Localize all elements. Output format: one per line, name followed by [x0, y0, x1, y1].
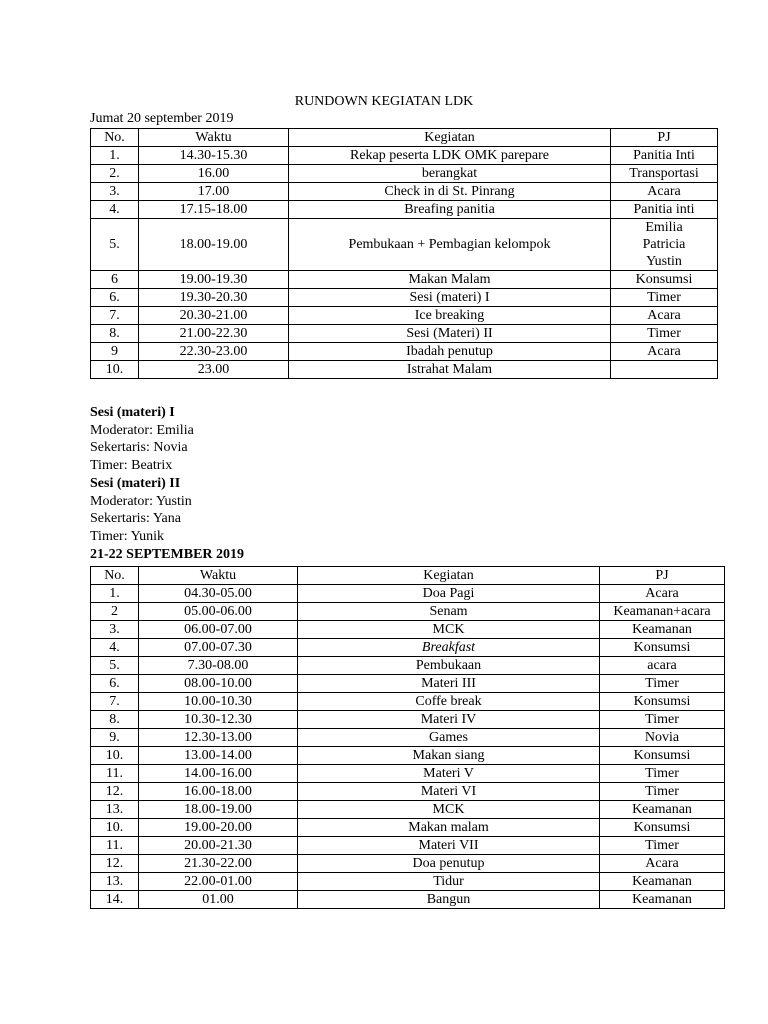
page-title: RUNDOWN KEGIATAN LDK [294, 94, 474, 109]
cell-no: 4. [91, 639, 139, 657]
table-row [91, 765, 725, 783]
table-row [91, 621, 725, 639]
header-waktu: Waktu [139, 129, 289, 147]
cell-pj: Acara [600, 585, 725, 603]
table-row [91, 801, 725, 819]
cell-kegiatan: Games [298, 729, 600, 747]
header-pj: PJ [611, 129, 718, 147]
cell-waktu: 19.00-19.30 [139, 271, 289, 289]
cell-kegiatan: Istrahat Malam [289, 361, 611, 379]
table-row [91, 289, 718, 307]
cell-pj: Konsumsi [600, 747, 725, 765]
table-row [91, 819, 725, 837]
header-kegiatan: Kegiatan [298, 567, 600, 585]
cell-kegiatan: Pembukaan + Pembagian kelompok [289, 219, 611, 271]
cell-kegiatan: berangkat [289, 165, 611, 183]
pj-line: Yustin [646, 254, 682, 269]
cell-kegiatan: Materi VII [298, 837, 600, 855]
cell-kegiatan: Materi III [298, 675, 600, 693]
cell-no: 11. [91, 837, 139, 855]
cell-pj: Timer [611, 325, 718, 343]
cell-kegiatan: Materi V [298, 765, 600, 783]
cell-waktu: 16.00 [139, 165, 289, 183]
table-row [91, 693, 725, 711]
session-2-info [90, 475, 192, 545]
cell-kegiatan: MCK [298, 621, 600, 639]
cell-pj: Transportasi [611, 165, 718, 183]
cell-no: 12. [91, 855, 139, 873]
table-header-row [91, 129, 718, 147]
cell-no: 10. [91, 747, 139, 765]
cell-no: 10. [91, 819, 139, 837]
cell-kegiatan: Makan Malam [289, 271, 611, 289]
session-moderator: Moderator: Yustin [90, 493, 192, 509]
cell-waktu: 22.30-23.00 [139, 343, 289, 361]
day2-heading: 21-22 SEPTEMBER 2019 [90, 547, 245, 562]
cell-no: 7. [91, 693, 139, 711]
cell-no: 9. [91, 729, 139, 747]
header-no: No. [91, 129, 139, 147]
table-row [91, 729, 725, 747]
cell-waktu: 20.30-21.00 [139, 307, 289, 325]
cell-waktu: 08.00-10.00 [139, 675, 298, 693]
cell-no: 11. [91, 765, 139, 783]
table-row [91, 855, 725, 873]
table-row [91, 165, 718, 183]
session-title: Sesi (materi) I [90, 405, 175, 420]
cell-kegiatan: Doa penutup [298, 855, 600, 873]
table-row [91, 361, 718, 379]
cell-waktu: 06.00-07.00 [139, 621, 298, 639]
cell-no: 7. [91, 307, 139, 325]
session-timer: Timer: Beatrix [90, 457, 173, 473]
cell-waktu: 10.00-10.30 [139, 693, 298, 711]
cell-pj: Panitia Inti [611, 147, 718, 165]
cell-pj: Timer [600, 837, 725, 855]
cell-pj: Timer [600, 783, 725, 801]
cell-pj: Keamanan [600, 891, 725, 909]
cell-no: 1. [91, 147, 139, 165]
cell-kegiatan: MCK [298, 801, 600, 819]
cell-pj: Acara [611, 307, 718, 325]
cell-pj: Konsumsi [611, 271, 718, 289]
cell-pj: Keamanan [600, 621, 725, 639]
table-row [91, 639, 725, 657]
cell-no: 10. [91, 361, 139, 379]
table-row [91, 657, 725, 675]
table-row [91, 201, 718, 219]
table-row [91, 183, 718, 201]
cell-no: 4. [91, 201, 139, 219]
cell-pj: Novia [600, 729, 725, 747]
cell-pj: acara [600, 657, 725, 675]
cell-pj: Timer [600, 675, 725, 693]
cell-pj: Acara [600, 855, 725, 873]
table-row [91, 675, 725, 693]
cell-kegiatan: Makan malam [298, 819, 600, 837]
rundown-table-day1 [90, 128, 718, 379]
cell-waktu: 13.00-14.00 [139, 747, 298, 765]
cell-pj [611, 361, 718, 379]
cell-pj: Konsumsi [600, 639, 725, 657]
cell-pj: Konsumsi [600, 819, 725, 837]
table-row [91, 147, 718, 165]
cell-kegiatan: Rekap peserta LDK OMK parepare [289, 147, 611, 165]
cell-no: 6. [91, 675, 139, 693]
cell-pj: Acara [611, 183, 718, 201]
header-pj: PJ [600, 567, 725, 585]
cell-no: 12. [91, 783, 139, 801]
cell-waktu: 18.00-19.00 [139, 219, 289, 271]
cell-pj: Timer [611, 289, 718, 307]
table-header-row [91, 567, 725, 585]
table-row [91, 307, 718, 325]
cell-no: 5. [91, 657, 139, 675]
session-timer: Timer: Yunik [90, 528, 165, 544]
cell-no: 8. [91, 711, 139, 729]
cell-pj: Acara [611, 343, 718, 361]
cell-no: 13. [91, 801, 139, 819]
cell-no: 5. [91, 219, 139, 271]
cell-waktu: 21.30-22.00 [139, 855, 298, 873]
cell-waktu: 05.00-06.00 [139, 603, 298, 621]
cell-pj: Timer [600, 765, 725, 783]
cell-waktu: 22.00-01.00 [139, 873, 298, 891]
cell-pj: Keamanan [600, 801, 725, 819]
cell-waktu: 14.00-16.00 [139, 765, 298, 783]
cell-waktu: 07.00-07.30 [139, 639, 298, 657]
cell-no: 1. [91, 585, 139, 603]
cell-waktu: 23.00 [139, 361, 289, 379]
cell-waktu: 16.00-18.00 [139, 783, 298, 801]
cell-waktu: 17.15-18.00 [139, 201, 289, 219]
cell-kegiatan: Materi IV [298, 711, 600, 729]
session-1-info [90, 404, 194, 474]
cell-kegiatan: Materi VI [298, 783, 600, 801]
cell-waktu: 19.00-20.00 [139, 819, 298, 837]
cell-no: 8. [91, 325, 139, 343]
table-row [91, 325, 718, 343]
pj-line: Emilia [645, 220, 683, 235]
session-secretary: Sekertaris: Yana [90, 511, 181, 527]
cell-kegiatan: Check in di St. Pinrang [289, 183, 611, 201]
cell-pj: Konsumsi [600, 693, 725, 711]
cell-waktu: 19.30-20.30 [139, 289, 289, 307]
table-row [91, 747, 725, 765]
cell-waktu: 10.30-12.30 [139, 711, 298, 729]
cell-kegiatan: Ice breaking [289, 307, 611, 325]
pj-line: Patricia [642, 237, 686, 252]
cell-no: 6. [91, 289, 139, 307]
cell-kegiatan: Pembukaan [298, 657, 600, 675]
cell-kegiatan: Tidur [298, 873, 600, 891]
cell-no: 3. [91, 183, 139, 201]
cell-no: 6 [91, 271, 139, 289]
day1-heading: Jumat 20 september 2019 [90, 111, 234, 126]
cell-waktu: 18.00-19.00 [139, 801, 298, 819]
cell-waktu: 20.00-21.30 [139, 837, 298, 855]
cell-waktu: 17.00 [139, 183, 289, 201]
cell-kegiatan: Doa Pagi [298, 585, 600, 603]
cell-kegiatan: Bangun [298, 891, 600, 909]
cell-no: 2 [91, 603, 139, 621]
cell-no: 9 [91, 343, 139, 361]
cell-waktu: 01.00 [139, 891, 298, 909]
table-row [91, 711, 725, 729]
cell-waktu: 04.30-05.00 [139, 585, 298, 603]
table-row [91, 343, 718, 361]
cell-pj [611, 219, 718, 271]
table-row [91, 873, 725, 891]
cell-no: 14. [91, 891, 139, 909]
header-no: No. [91, 567, 139, 585]
cell-kegiatan: Makan siang [298, 747, 600, 765]
table-row [91, 783, 725, 801]
cell-kegiatan: Sesi (materi) I [289, 289, 611, 307]
cell-waktu: 12.30-13.00 [139, 729, 298, 747]
table-row [91, 891, 725, 909]
table-row [91, 603, 725, 621]
cell-pj: Panitia inti [611, 201, 718, 219]
session-moderator: Moderator: Emilia [90, 422, 194, 438]
table-row [91, 837, 725, 855]
cell-no: 3. [91, 621, 139, 639]
table-row [91, 585, 725, 603]
cell-waktu: 14.30-15.30 [139, 147, 289, 165]
session-title: Sesi (materi) II [90, 476, 181, 491]
cell-pj: Timer [600, 711, 725, 729]
cell-waktu: 21.00-22.30 [139, 325, 289, 343]
header-kegiatan: Kegiatan [289, 129, 611, 147]
cell-kegiatan: Breakfast [298, 639, 600, 657]
cell-pj: Keamanan [600, 873, 725, 891]
cell-kegiatan: Sesi (Materi) II [289, 325, 611, 343]
cell-pj: Keamanan+acara [600, 603, 725, 621]
table-row [91, 271, 718, 289]
cell-no: 2. [91, 165, 139, 183]
cell-waktu: 7.30-08.00 [139, 657, 298, 675]
cell-kegiatan: Coffe break [298, 693, 600, 711]
rundown-table-day2 [90, 566, 725, 909]
cell-kegiatan: Breafing panitia [289, 201, 611, 219]
table-row [91, 219, 718, 271]
cell-kegiatan: Ibadah penutup [289, 343, 611, 361]
header-waktu: Waktu [139, 567, 298, 585]
session-secretary: Sekertaris: Novia [90, 440, 188, 456]
cell-kegiatan: Senam [298, 603, 600, 621]
cell-no: 13. [91, 873, 139, 891]
